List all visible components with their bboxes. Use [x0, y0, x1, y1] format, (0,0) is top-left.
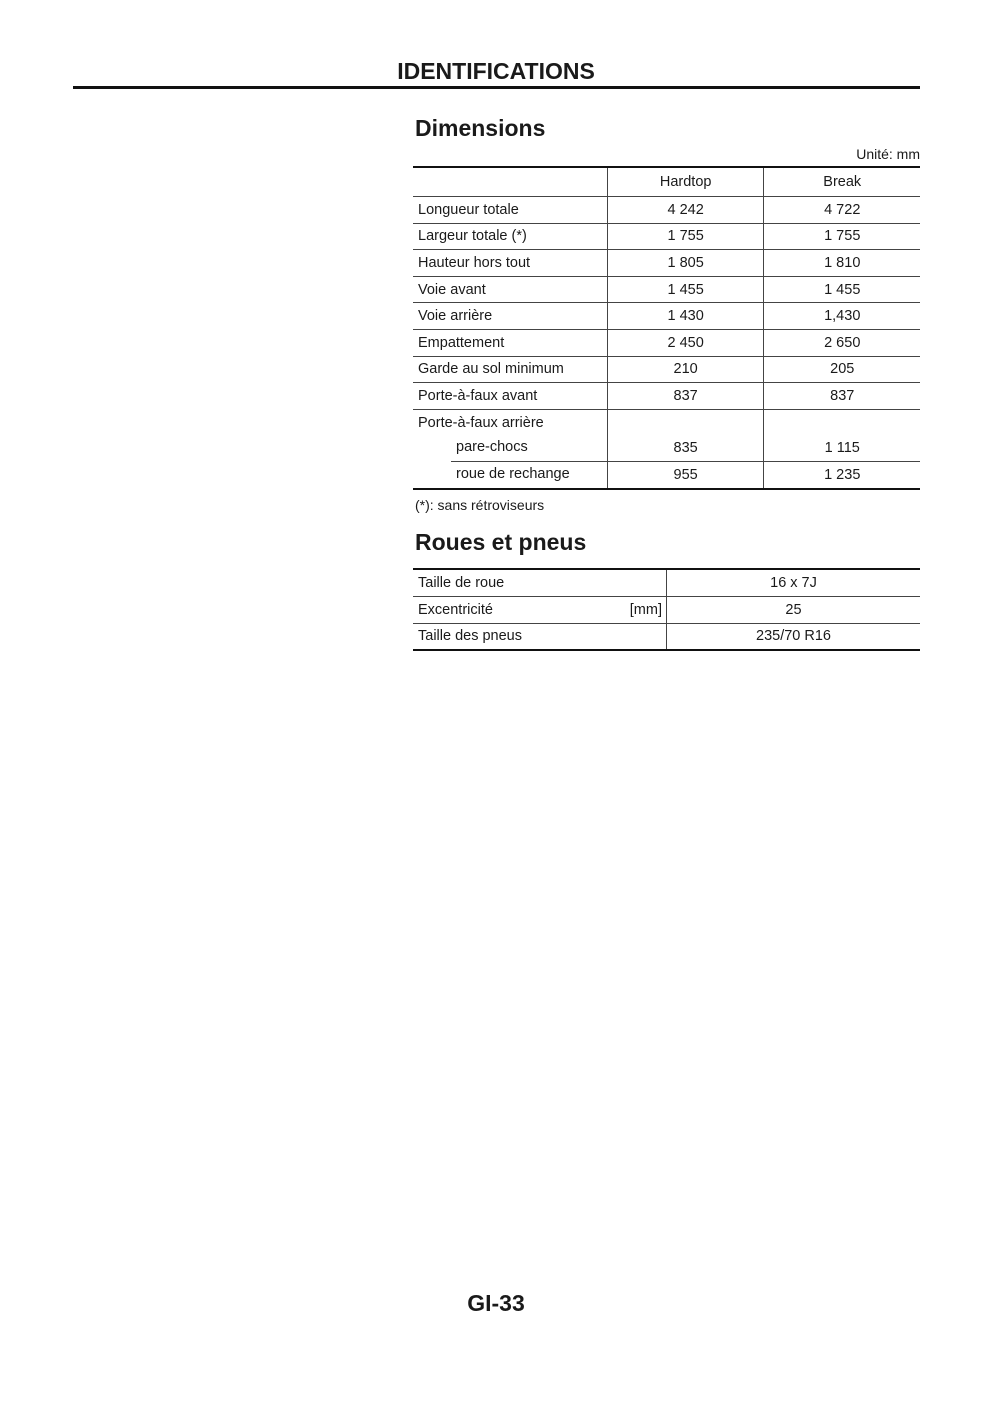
table-row	[413, 329, 920, 356]
hardtop-value: 1 455	[607, 276, 764, 303]
row-label: roue de rechange	[456, 466, 570, 483]
row-label: Porte-à-faux arrière	[418, 414, 544, 431]
hardtop-value	[607, 409, 764, 435]
table-row	[413, 303, 920, 330]
table-row	[413, 276, 920, 303]
break-value: 837	[764, 383, 920, 410]
header-cell-empty	[413, 167, 607, 197]
row-label: pare-chocs	[451, 435, 607, 462]
row-value: 235/70 R16	[667, 623, 921, 650]
row-label: Longueur totale	[413, 197, 607, 224]
break-value: 1 115	[764, 435, 920, 462]
row-label: Hauteur hors tout	[413, 250, 607, 277]
title-divider	[73, 86, 920, 89]
table-row	[413, 223, 920, 250]
page-title: IDENTIFICATIONS	[397, 58, 595, 84]
break-value	[764, 409, 920, 435]
table-row	[413, 569, 920, 596]
break-value: 1 755	[764, 223, 920, 250]
dimensions-table	[413, 166, 920, 490]
table-row	[413, 383, 920, 410]
footnote: (*): sans rétroviseurs	[415, 497, 545, 513]
row-label: Voie avant	[413, 276, 607, 303]
hardtop-value: 4 242	[607, 197, 764, 224]
row-label: Taille des pneus	[418, 628, 522, 645]
break-value: 1 455	[764, 276, 920, 303]
break-value: 1 810	[764, 250, 920, 277]
page-number: GI-33	[467, 1290, 525, 1316]
hardtop-value: 1 430	[607, 303, 764, 330]
header-cell-break: Break	[764, 167, 920, 197]
row-label: Empattement	[413, 329, 607, 356]
hardtop-value: 1 755	[607, 223, 764, 250]
header-cell-hardtop: Hardtop	[607, 167, 764, 197]
wheels-heading: Roues et pneus	[415, 529, 587, 555]
table-row	[413, 250, 920, 277]
unit-note: Unité: mm	[856, 146, 920, 162]
table-header-row	[413, 167, 920, 197]
hardtop-value: 955	[607, 462, 764, 489]
table-row	[413, 623, 920, 650]
table-row	[413, 197, 920, 224]
break-value: 4 722	[764, 197, 920, 224]
hardtop-value: 837	[607, 383, 764, 410]
wheels-table	[413, 568, 920, 651]
row-label: Taille de roue	[418, 574, 505, 591]
hardtop-value: 835	[607, 435, 764, 462]
row-label: Garde au sol minimum	[413, 356, 607, 383]
break-value: 1,430	[764, 303, 920, 330]
table-row-group-heading	[413, 409, 920, 435]
row-label: Largeur totale (*)	[413, 223, 607, 250]
break-value: 2 650	[764, 329, 920, 356]
table-row-sub	[413, 462, 920, 489]
row-value: 25	[667, 596, 921, 623]
row-label-cell	[413, 435, 607, 462]
table-row	[413, 356, 920, 383]
row-label-cell	[413, 569, 667, 596]
dimensions-heading: Dimensions	[415, 115, 546, 141]
table-row	[413, 596, 920, 623]
hardtop-value: 210	[607, 356, 764, 383]
row-unit: [mm]	[629, 601, 662, 618]
row-value: 16 x 7J	[667, 569, 921, 596]
row-label-cell	[413, 623, 667, 650]
row-label-cell	[413, 596, 667, 623]
row-label-cell	[413, 462, 607, 489]
hardtop-value: 2 450	[607, 329, 764, 356]
row-label: Voie arrière	[413, 303, 607, 330]
row-label: Porte-à-faux avant	[413, 383, 607, 410]
row-label: Excentricité	[418, 601, 493, 618]
table-row-sub	[413, 435, 920, 462]
hardtop-value: 1 805	[607, 250, 764, 277]
break-value: 1 235	[764, 462, 920, 489]
break-value: 205	[764, 356, 920, 383]
